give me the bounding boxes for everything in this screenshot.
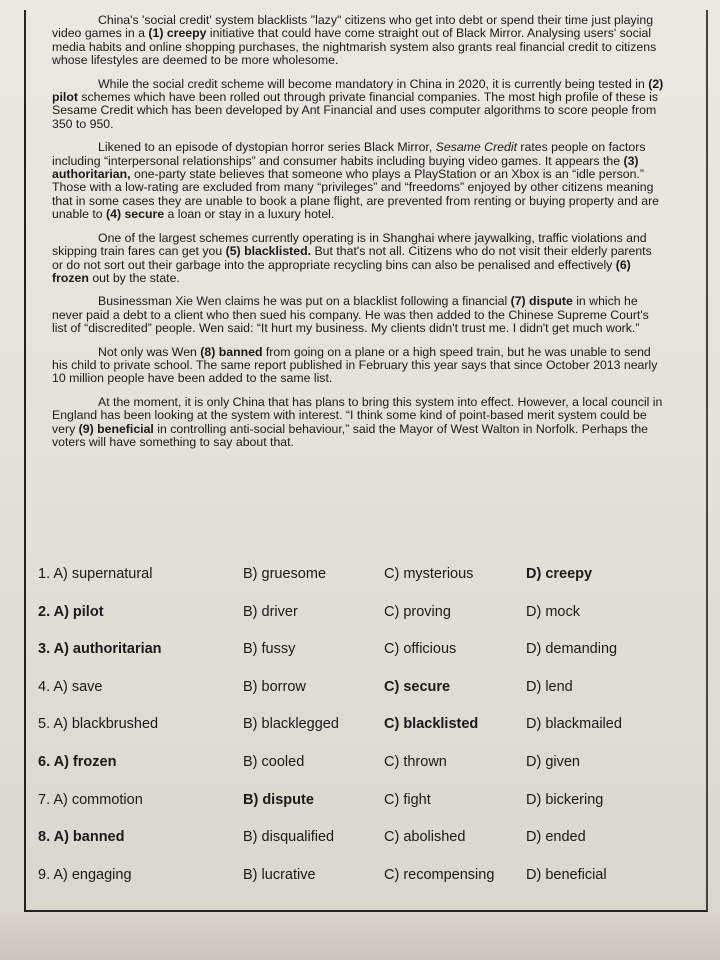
text-run: But that's not all. Citizens who do not visit their elderly parents or do not sort out their garbage into the appropriate recycling bins can also be penalised and effectively [52,244,652,272]
highlighted-word: (6) frozen [52,257,631,285]
option-row-2 [38,604,678,642]
choice-label: A) supernatural [53,566,153,582]
option-choice [38,716,158,732]
option-choice [243,867,316,883]
option-choice [526,641,617,657]
option-choice [38,604,104,620]
choice-label: C) secure [384,678,451,695]
question-number: 8. [38,829,54,846]
text-run: in controlling anti-social behaviour,” said the Mayor of West Walton in Norfolk. Perhaps the voters will have something to say about that. [52,421,648,449]
option-choice [38,679,103,695]
highlighted-word: (2) pilot [52,76,664,105]
choice-label: B) borrow [243,678,306,695]
question-number: 3. [38,641,54,658]
text-run: out by the state. [88,270,180,285]
paragraph-2 [52,78,664,132]
question-number: 6. [38,753,54,770]
choice-label: A) authoritarian [53,641,162,658]
text-run: Likened to an episode of dystopian horror series Black Mirror, [98,140,436,155]
question-number: 5. [38,716,54,733]
choice-label: A) pilot [53,603,104,620]
choice-label: D) ended [526,829,586,846]
option-choice [38,754,116,770]
highlighted-word: (3) authoritarian, [52,153,639,182]
option-choice [38,641,162,657]
option-choice [384,867,494,883]
question-number: 1. [38,566,54,582]
choice-label: B) dispute [243,791,314,808]
option-choice [384,716,478,732]
text-run: While the social credit scheme will become mandatory in China in 2020, it is currently being tested in [98,76,649,91]
text-run: initiative that could have come straight out of Black Mirror. Analysing users' social media habits and online shopping purchases, the nightmarish system also grants real financial credit to citizens whose lifestyles are deemed to be more wholesome. [52,26,657,68]
option-choice [243,829,334,845]
highlighted-word: (7) dispute [510,294,573,309]
option-choice [384,604,451,620]
option-choice [243,604,298,620]
text-run: At the moment, it is only China that has plans to bring this system into effect. However, a local council in England has been looking at the system with interest. “I think some kind of point-based merit system could be very [52,394,663,436]
option-row-9 [38,867,678,905]
option-choice [243,566,326,582]
option-choice [526,566,592,582]
choice-label: D) given [526,753,580,770]
option-choice [243,641,295,657]
paragraph-3 [52,141,664,221]
highlighted-word: (8) banned [200,344,263,359]
option-choice [526,867,607,883]
option-choice [384,679,450,695]
option-row-4 [38,679,678,717]
choice-label: B) blacklegged [243,716,339,733]
option-choice [38,829,124,845]
choice-label: B) fussy [243,641,296,658]
choice-label: A) frozen [53,753,117,770]
text-run: rates people on factors including “interpersonal relationships” and consumer habits including buying video games. It appears the [52,140,646,168]
choice-label: B) cooled [243,753,305,770]
text-run: China's 'social credit' system blacklists "lazy" citizens who get into debt or spend their time just playing video games in a [52,13,654,41]
text-run: a loan or stay in a luxury hotel. [164,207,335,222]
option-choice [243,792,314,808]
paragraph-7 [52,396,664,450]
option-choice [384,641,456,657]
question-number: 2. [38,603,54,620]
highlighted-word: (4) secure [106,207,165,222]
option-choice [384,829,465,845]
option-row-7 [38,792,678,830]
choice-label: B) disqualified [243,829,335,846]
choice-label: A) engaging [53,866,132,883]
article-text [52,14,664,459]
option-choice [243,716,339,732]
choice-label: C) proving [384,603,451,620]
page-bottom-edge [0,912,720,960]
text-run: in which he never paid a debt to a client who then sued his company. He was then added to the Chinese Supreme Court's list of “discredited” people. Wen said: “It hurt my business. My clients didn't trust me. I didn't get much work.” [52,294,649,336]
option-choice [526,716,622,732]
text-run: One of the largest schemes currently operating is in Shanghai where jaywalking, traffic violations and skipping train fares can get you [52,230,647,259]
option-row-1 [38,566,678,604]
text-run: Businessman Xie Wen claims he was put on a blacklist following a financial [98,294,511,309]
option-choice [38,792,143,808]
option-choice [384,754,447,770]
choice-label: B) driver [243,603,298,620]
choice-label: A) commotion [53,791,143,808]
paragraph-4 [52,232,664,286]
option-choice [526,679,573,695]
text-run: one-party state believes that someone who plays a PlayStation or an Xbox is an “idle person.” Those with a low-rating are excluded from many “privileges” and “freedoms” enjoyed by other citizens meaning that in some cases they are unable to book a plane flight, are prevented from renting or buying property and are unable to [52,167,660,222]
choice-label: C) mysterious [384,566,474,582]
question-number: 7. [38,791,54,808]
option-choice [243,754,304,770]
option-choice [526,792,603,808]
option-row-6 [38,754,678,792]
choice-label: C) fight [384,791,431,808]
highlighted-word: (9) beneficial [78,421,154,436]
choice-label: A) save [53,678,103,695]
option-choice [384,792,431,808]
choice-label: A) blackbrushed [53,716,159,733]
option-choice [38,566,152,582]
choice-label: D) blackmailed [526,716,622,733]
paragraph-1 [52,14,664,68]
option-choice [38,867,132,883]
option-row-5 [38,716,678,754]
option-choice [526,604,580,620]
choice-label: C) blacklisted [384,716,479,733]
option-choice [243,679,306,695]
choice-label: D) beneficial [526,866,607,883]
choice-label: C) officious [384,641,457,658]
question-number: 4. [38,678,54,695]
choice-label: D) mock [526,603,580,620]
italic-text: Sesame Credit [435,140,517,155]
highlighted-word: (1) creepy [148,26,207,41]
choice-label: C) abolished [384,829,466,846]
option-choice [526,754,580,770]
choice-label: B) lucrative [243,866,316,883]
answer-options-list [38,566,678,904]
choice-label: A) banned [53,829,125,846]
option-choice [526,829,586,845]
paragraph-5 [52,295,664,335]
highlighted-word: (5) blacklisted. [225,244,312,259]
choice-label: C) recompensing [384,866,495,883]
choice-label: D) lend [526,678,573,695]
choice-label: D) creepy [526,566,593,582]
choice-label: C) thrown [384,753,447,770]
choice-label: D) bickering [526,791,604,808]
question-number: 9. [38,866,54,883]
option-row-3 [38,641,678,679]
choice-label: D) demanding [526,641,618,658]
text-run: schemes which have been rolled out through private financial companies. The most high profile of these is Sesame Credit which has been developed by Ant Financial and uses computer algorithms to score people from 350 to 950. [52,90,659,131]
text-run: from going on a plane or a high speed train, but he was unable to send his child to private school. The same report published in February this year says that since October 2013 nearly 10 million people have been added to the same list. [52,344,658,386]
choice-label: B) gruesome [243,566,327,582]
paragraph-6 [52,346,664,386]
text-run: Not only was Wen [98,344,201,359]
option-choice [384,566,473,582]
option-row-8 [38,829,678,867]
